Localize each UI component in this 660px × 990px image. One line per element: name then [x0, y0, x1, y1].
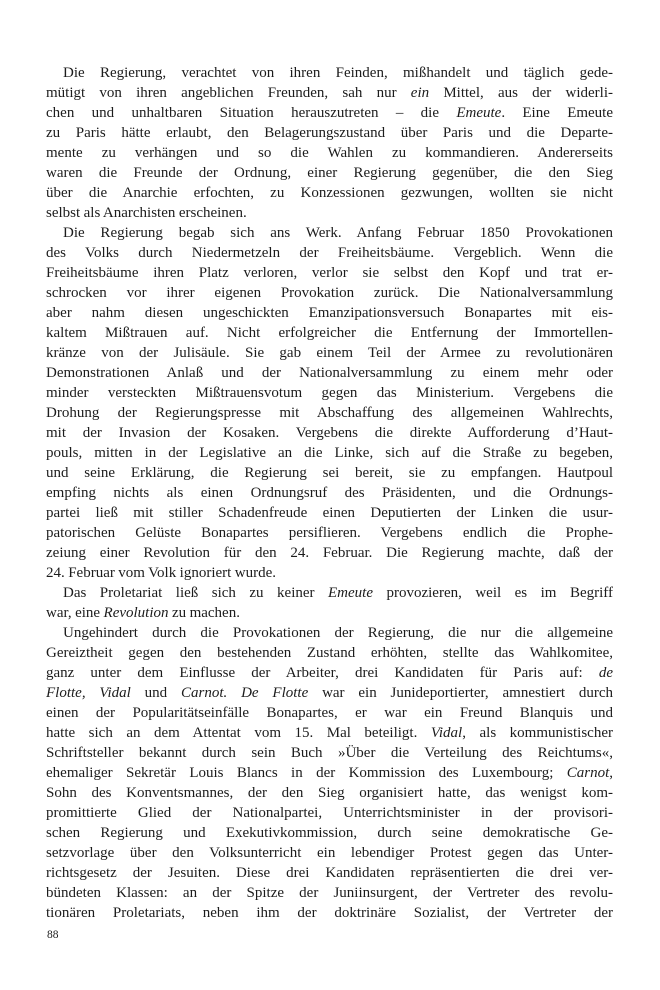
text-line: setzvorlage über den Volksunterricht ein lebendiger Protest gegen das Unter-	[46, 845, 613, 861]
text-line: des Volks durch Niedermetzeln der Freiheitsbäume. Vergeblich. Wenn die	[46, 245, 613, 261]
text-line: Drohung der Regierungspresse mit Abschaffung des allgemeinen Wahlrechts,	[46, 405, 613, 421]
text-line: und seine Erklärung, die Regierung sei bereit, sie zu empfangen. Hautpoul	[46, 465, 613, 481]
text-line: hatte sich an dem Attentat vom 15. Mal beteiligt. Vidal, als kommunistischer	[46, 725, 613, 741]
text-line: Flotte, Vidal und Carnot. De Flotte war ein Junideportierter, amnestiert durch	[46, 685, 613, 701]
text-line: tionären Proletariats, neben ihm der doktrinäre Sozialist, der Vertreter der	[46, 905, 613, 921]
text-line: selbst als Anarchisten erscheinen.	[46, 205, 247, 221]
text-line: über die Anarchie erfochten, zu Konzessionen gezwungen, wollten sie nicht	[46, 185, 613, 201]
page-number: 88	[47, 929, 59, 941]
text-line: schen Regierung und Exekutivkommission, durch seine demokratische Ge-	[46, 825, 613, 841]
text-line: chen und unhaltbaren Situation herauszutreten – die Emeute. Eine Emeute	[46, 105, 613, 121]
text-line: Ungehindert durch die Provokationen der Regierung, die nur die allgemeine	[63, 625, 613, 641]
text-line: zu Paris hätte erlaubt, den Belagerungszustand über Paris und die Departe-	[46, 125, 613, 141]
text-line: Demonstrationen Anlaß und der Nationalversammlung zu einem mehr oder	[46, 365, 613, 381]
text-line: kaltem Mißtrauen auf. Nicht erfolgreicher die Entfernung der Immortellen-	[46, 325, 613, 341]
paragraph	[46, 63, 613, 223]
text-line: Sohn des Konventsmannes, der den Sieg organisiert hatte, das wenigst kom-	[46, 785, 613, 801]
text-line: war, eine Revolution zu machen.	[46, 605, 240, 621]
paragraph	[46, 223, 613, 583]
text-line: einen der Popularitätseinfälle Bonapartes, er war ein Freund Blanquis und	[46, 705, 613, 721]
text-line: schrocken vor ihrer eigenen Provokation zurück. Die Nationalversammlung	[46, 285, 613, 301]
text-line: 24. Februar vom Volk ignoriert wurde.	[46, 565, 276, 581]
text-line: bündeten Klassen: an der Spitze der Juniinsurgent, der Vertreter des revolu-	[46, 885, 613, 901]
text-line: empfing nichts als einen Ordnungsruf des Präsidenten, und die Ordnungs-	[46, 485, 613, 501]
text-line: patorischen Gelüste Bonapartes persiflieren. Vergebens endlich die Prophe-	[46, 525, 613, 541]
text-line: kränze von der Julisäule. Sie gab einem Teil der Armee zu revolutionären	[46, 345, 613, 361]
text-line: pouls, mitten in der Legislative an die Linke, sich auf die Straße zu begeben,	[46, 445, 613, 461]
paragraph	[46, 623, 613, 923]
text-line: mente zu verhängen und so die Wahlen zu kommandieren. Andererseits	[46, 145, 613, 161]
text-line: Die Regierung begab sich ans Werk. Anfang Februar 1850 Provokationen	[63, 225, 613, 241]
text-line: mit der Invasion der Kosaken. Vergebens die direkte Aufforderung d’Haut-	[46, 425, 613, 441]
text-line: minder versteckten Mißtrauensvotum gegen das Ministerium. Vergebens die	[46, 385, 613, 401]
text-line: Die Regierung, verachtet von ihren Feinden, mißhandelt und täglich gede-	[63, 65, 613, 81]
text-line: Freiheitsbäume ihren Platz verloren, verlor sie selbst den Kopf und trat er-	[46, 265, 613, 281]
text-line: partei ließ mit stiller Schadenfreude einen Deputierten der Linken die usur-	[46, 505, 613, 521]
text-line: aber nahm diesen ungeschickten Emanzipationsversuch Bonapartes mit eis-	[46, 305, 613, 321]
text-line: Das Proletariat ließ sich zu keiner Emeute provozieren, weil es im Begriff	[63, 585, 613, 601]
text-line: promittierte Glied der Nationalpartei, Unterrichtsminister in der provisori-	[46, 805, 613, 821]
paragraph	[46, 583, 613, 623]
text-line: Schriftsteller bekannt durch sein Buch »Über die Verteilung des Reichtums«,	[46, 745, 613, 761]
text-line: zeiung einer Revolution für den 24. Februar. Die Regierung machte, daß der	[46, 545, 613, 561]
text-block	[46, 63, 613, 923]
text-line: ehemaliger Sekretär Louis Blancs in der Kommission des Luxembourg; Carnot,	[46, 765, 613, 781]
text-line: waren die Freunde der Ordnung, einer Regierung gegenüber, die den Sieg	[46, 165, 613, 181]
text-line: richtsgesetz der Jesuiten. Diese drei Kandidaten repräsentierten die drei ver-	[46, 865, 613, 881]
text-line: Gereiztheit gegen den bestehenden Zustand erhöhten, stellte das Wahlkomitee,	[46, 645, 613, 661]
text-line: mütigt von ihren angeblichen Freunden, sah nur ein Mittel, aus der widerli-	[46, 85, 613, 101]
text-line: ganz unter dem Einflusse der Arbeiter, drei Kandidaten für Paris auf: de	[46, 665, 613, 681]
